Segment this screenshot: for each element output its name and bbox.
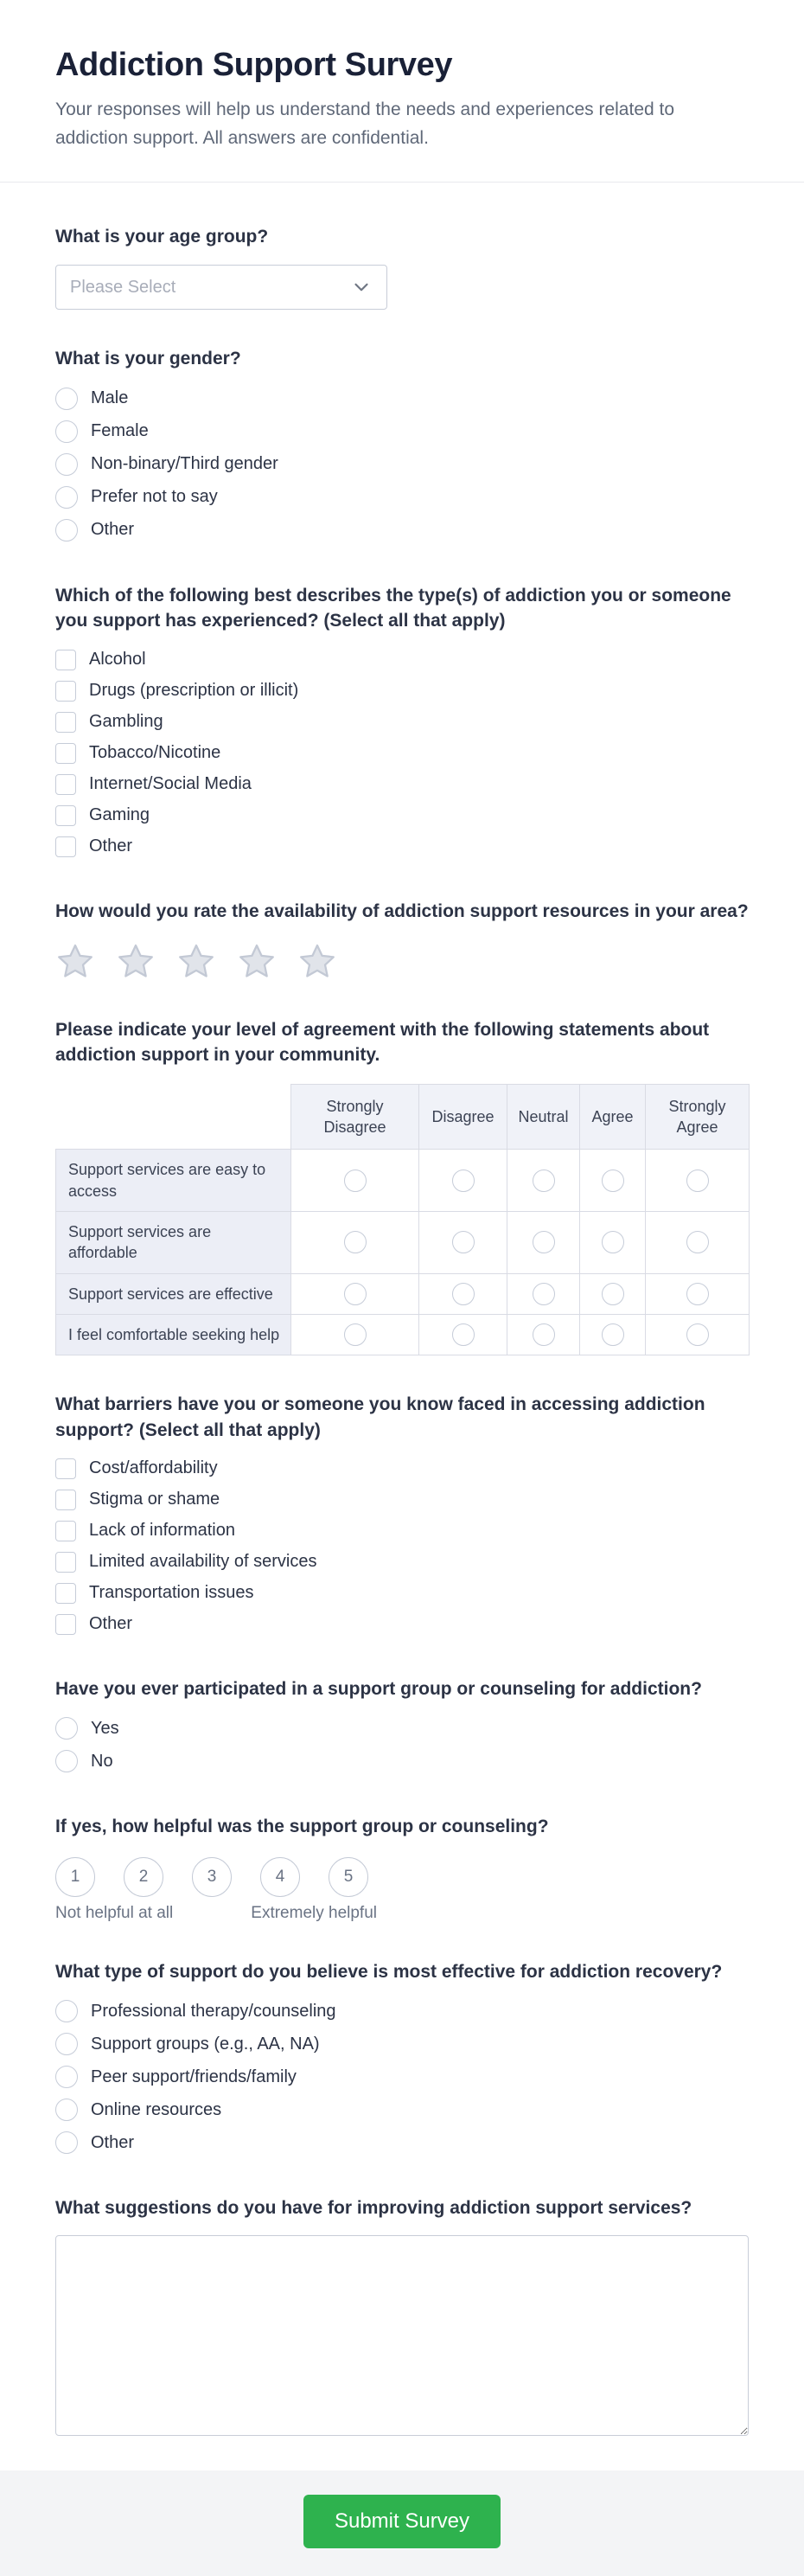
participated-options <box>55 1712 749 1778</box>
option-label: Internet/Social Media <box>89 774 252 794</box>
matrix-radio-cell[interactable] <box>291 1212 419 1274</box>
checkbox-box-icon[interactable] <box>55 774 76 795</box>
matrix-radio-circle-icon[interactable] <box>533 1283 555 1305</box>
question-availability-rating <box>55 899 749 981</box>
matrix-column-header: Strongly Disagree <box>291 1084 419 1150</box>
matrix-row-label: Support services are affordable <box>56 1212 291 1274</box>
matrix-column-header: Strongly Agree <box>646 1084 750 1150</box>
matrix-row <box>56 1314 750 1355</box>
question-label: What barriers have you or someone you know faced in accessing addiction support? (Select all that apply) <box>55 1394 705 1440</box>
radio-circle-icon[interactable] <box>55 2099 78 2121</box>
question-label: What is your age group? <box>55 227 269 247</box>
option-label: Male <box>91 388 129 408</box>
matrix-body <box>56 1150 750 1355</box>
radio-circle-icon[interactable] <box>55 420 78 443</box>
option-label: Gambling <box>89 712 163 732</box>
form-header <box>0 0 804 183</box>
radio-option[interactable] <box>55 448 749 481</box>
checkbox-option[interactable] <box>55 1578 749 1609</box>
checkbox-box-icon[interactable] <box>55 681 76 702</box>
option-label: Female <box>91 421 149 441</box>
radio-circle-icon[interactable] <box>55 486 78 509</box>
radio-circle-icon[interactable] <box>55 1717 78 1740</box>
matrix-radio-circle-icon[interactable] <box>686 1169 709 1192</box>
option-label: Prefer not to say <box>91 487 218 507</box>
matrix-radio-cell[interactable] <box>580 1273 646 1314</box>
scale-max-label: Extremely helpful <box>251 1903 377 1922</box>
radio-option[interactable] <box>55 2093 749 2126</box>
matrix-row-label: I feel comfortable seeking help <box>56 1314 291 1355</box>
star-icon[interactable] <box>176 941 216 981</box>
checkbox-box-icon[interactable] <box>55 1458 76 1479</box>
option-label: Other <box>91 520 135 540</box>
matrix-radio-circle-icon[interactable] <box>533 1323 555 1346</box>
option-label: Alcohol <box>89 650 146 670</box>
question-suggestions <box>55 2195 749 2435</box>
chevron-down-icon <box>350 276 373 298</box>
option-label: Professional therapy/counseling <box>91 2001 336 2021</box>
option-label: Cost/affordability <box>89 1458 218 1478</box>
scale-row <box>55 1857 749 1897</box>
form-footer <box>0 2470 804 2576</box>
star-rating <box>55 941 749 981</box>
option-label: Online resources <box>91 2099 222 2119</box>
question-label: What type of support do you believe is most effective for addiction recovery? <box>55 1961 723 1982</box>
matrix-radio-cell[interactable] <box>291 1314 419 1355</box>
checkbox-option[interactable] <box>55 1484 749 1515</box>
matrix-radio-circle-icon[interactable] <box>344 1323 367 1346</box>
question-gender <box>55 346 749 546</box>
option-label: Limited availability of services <box>89 1552 317 1572</box>
radio-circle-icon[interactable] <box>55 1750 78 1772</box>
checkbox-box-icon[interactable] <box>55 650 76 670</box>
matrix-radio-circle-icon[interactable] <box>452 1323 475 1346</box>
matrix-radio-circle-icon[interactable] <box>344 1169 367 1192</box>
age-group-select[interactable] <box>55 265 387 310</box>
question-label: If yes, how helpful was the support group or counseling? <box>55 1817 549 1837</box>
radio-option[interactable] <box>55 2126 749 2159</box>
matrix-column-header: Neutral <box>507 1084 580 1150</box>
matrix-row-label: Support services are effective <box>56 1273 291 1314</box>
matrix-row <box>56 1212 750 1274</box>
option-label: Tobacco/Nicotine <box>89 743 221 763</box>
checkbox-box-icon[interactable] <box>55 1521 76 1541</box>
checkbox-option[interactable] <box>55 1547 749 1578</box>
question-label: What is your gender? <box>55 349 241 369</box>
question-effective-support <box>55 1959 749 2159</box>
radio-option[interactable] <box>55 382 749 415</box>
radio-option[interactable] <box>55 2028 749 2060</box>
option-label: Support groups (e.g., AA, NA) <box>91 2034 320 2054</box>
checkbox-option[interactable] <box>55 1609 749 1640</box>
matrix-radio-circle-icon[interactable] <box>452 1231 475 1253</box>
radio-circle-icon[interactable] <box>55 2131 78 2154</box>
matrix-radio-circle-icon[interactable] <box>602 1323 624 1346</box>
radio-circle-icon[interactable] <box>55 519 78 541</box>
checkbox-option[interactable] <box>55 676 749 707</box>
scale-option-5[interactable]: 5 <box>329 1857 368 1897</box>
matrix-radio-circle-icon[interactable] <box>452 1169 475 1192</box>
matrix-radio-cell[interactable] <box>419 1314 507 1355</box>
submit-button[interactable]: Submit Survey <box>303 2495 501 2548</box>
radio-option[interactable] <box>55 1712 749 1745</box>
radio-circle-icon[interactable] <box>55 453 78 476</box>
checkbox-box-icon[interactable] <box>55 1583 76 1604</box>
matrix-corner-cell <box>56 1084 291 1150</box>
question-label: Which of the following best describes the type(s) of addiction you or someone you support has experienced? (Select all that apply) <box>55 585 731 631</box>
select-placeholder: Please Select <box>70 277 176 297</box>
matrix-row <box>56 1273 750 1314</box>
question-age-group <box>55 224 749 310</box>
matrix-radio-cell[interactable] <box>419 1273 507 1314</box>
checkbox-box-icon[interactable] <box>55 712 76 733</box>
option-label: Other <box>91 2132 135 2152</box>
option-label: Yes <box>91 1718 119 1738</box>
option-label: Drugs (prescription or illicit) <box>89 681 299 701</box>
checkbox-option[interactable] <box>55 769 749 800</box>
question-barriers <box>55 1392 749 1640</box>
checkbox-option[interactable] <box>55 1515 749 1547</box>
option-label: Peer support/friends/family <box>91 2067 297 2086</box>
matrix-radio-circle-icon[interactable] <box>344 1283 367 1305</box>
option-label: Other <box>89 836 133 856</box>
question-label: Please indicate your level of agreement with the following statements about addiction support in your community. <box>55 1020 710 1066</box>
checkbox-option[interactable] <box>55 644 749 676</box>
radio-option[interactable] <box>55 481 749 514</box>
radio-option[interactable] <box>55 514 749 547</box>
matrix-radio-circle-icon[interactable] <box>602 1169 624 1192</box>
matrix-radio-cell[interactable] <box>580 1150 646 1212</box>
checkbox-box-icon[interactable] <box>55 836 76 857</box>
scale-option-4[interactable]: 4 <box>260 1857 300 1897</box>
addiction-type-options <box>55 644 749 862</box>
matrix-radio-cell[interactable] <box>646 1273 750 1314</box>
option-label: Transportation issues <box>89 1583 254 1603</box>
matrix-radio-cell[interactable] <box>507 1212 580 1274</box>
matrix-radio-circle-icon[interactable] <box>686 1231 709 1253</box>
question-label: What suggestions do you have for improving addiction support services? <box>55 2198 692 2219</box>
matrix-column-header: Disagree <box>419 1084 507 1150</box>
question-participated <box>55 1676 749 1778</box>
matrix-radio-cell[interactable] <box>419 1212 507 1274</box>
star-icon[interactable] <box>55 941 95 981</box>
checkbox-option[interactable] <box>55 800 749 831</box>
star-icon[interactable] <box>237 941 277 981</box>
radio-option[interactable] <box>55 2060 749 2093</box>
question-label: How would you rate the availability of addiction support resources in your area? <box>55 900 749 921</box>
checkbox-box-icon[interactable] <box>55 1490 76 1510</box>
question-helpfulness <box>55 1814 749 1922</box>
scale-option-1[interactable]: 1 <box>55 1857 95 1897</box>
radio-option[interactable] <box>55 1745 749 1778</box>
form-body <box>0 183 804 2435</box>
option-label: Stigma or shame <box>89 1490 220 1509</box>
matrix-radio-circle-icon[interactable] <box>452 1283 475 1305</box>
checkbox-option[interactable] <box>55 1453 749 1484</box>
radio-circle-icon[interactable] <box>55 2066 78 2088</box>
matrix-radio-cell[interactable] <box>646 1314 750 1355</box>
matrix-radio-cell[interactable] <box>507 1150 580 1212</box>
matrix-radio-cell[interactable] <box>291 1273 419 1314</box>
scale-min-label: Not helpful at all <box>55 1903 174 1922</box>
matrix-radio-cell[interactable] <box>507 1273 580 1314</box>
matrix-radio-circle-icon[interactable] <box>533 1169 555 1192</box>
matrix-row <box>56 1150 750 1212</box>
checkbox-box-icon[interactable] <box>55 805 76 826</box>
matrix-radio-cell[interactable] <box>507 1314 580 1355</box>
matrix-radio-cell[interactable] <box>580 1314 646 1355</box>
matrix-radio-cell[interactable] <box>419 1150 507 1212</box>
checkbox-option[interactable] <box>55 831 749 862</box>
agreement-matrix-table <box>55 1084 750 1355</box>
matrix-radio-circle-icon[interactable] <box>533 1231 555 1253</box>
option-label: Lack of information <box>89 1521 235 1541</box>
checkbox-option[interactable] <box>55 738 749 769</box>
matrix-radio-circle-icon[interactable] <box>602 1231 624 1253</box>
matrix-radio-cell[interactable] <box>646 1150 750 1212</box>
radio-circle-icon[interactable] <box>55 2033 78 2055</box>
scale-labels <box>55 1904 377 1923</box>
checkbox-option[interactable] <box>55 707 749 738</box>
effective-support-options <box>55 1995 749 2159</box>
page-subtitle: Your responses will help us understand the needs and experiences related to addiction support. All answers are confidential. <box>55 99 675 148</box>
suggestions-textarea[interactable] <box>55 2235 749 2436</box>
star-icon[interactable] <box>116 941 156 981</box>
matrix-row-label: Support services are easy to access <box>56 1150 291 1212</box>
matrix-radio-cell[interactable] <box>580 1212 646 1274</box>
matrix-radio-cell[interactable] <box>646 1212 750 1274</box>
option-label: Other <box>89 1614 133 1634</box>
question-addiction-type <box>55 583 749 862</box>
scale-option-2[interactable]: 2 <box>124 1857 163 1897</box>
page-title: Addiction Support Survey <box>55 47 453 83</box>
checkbox-box-icon[interactable] <box>55 1552 76 1573</box>
radio-option[interactable] <box>55 1995 749 2028</box>
checkbox-box-icon[interactable] <box>55 1614 76 1635</box>
checkbox-box-icon[interactable] <box>55 743 76 764</box>
barriers-options <box>55 1453 749 1640</box>
matrix-radio-circle-icon[interactable] <box>344 1231 367 1253</box>
question-label: Have you ever participated in a support group or counseling for addiction? <box>55 1678 702 1699</box>
radio-option[interactable] <box>55 415 749 448</box>
matrix-radio-cell[interactable] <box>291 1150 419 1212</box>
gender-options <box>55 382 749 547</box>
matrix-header-row <box>56 1084 750 1150</box>
question-agreement-matrix <box>55 1017 749 1355</box>
option-label: Gaming <box>89 805 150 825</box>
matrix-radio-circle-icon[interactable] <box>602 1283 624 1305</box>
matrix-radio-circle-icon[interactable] <box>686 1283 709 1305</box>
radio-circle-icon[interactable] <box>55 2000 78 2022</box>
option-label: No <box>91 1751 113 1771</box>
scale-option-3[interactable]: 3 <box>192 1857 232 1897</box>
matrix-radio-circle-icon[interactable] <box>686 1323 709 1346</box>
option-label: Non-binary/Third gender <box>91 454 278 474</box>
radio-circle-icon[interactable] <box>55 388 78 410</box>
matrix-column-header: Agree <box>580 1084 646 1150</box>
star-icon[interactable] <box>297 941 337 981</box>
